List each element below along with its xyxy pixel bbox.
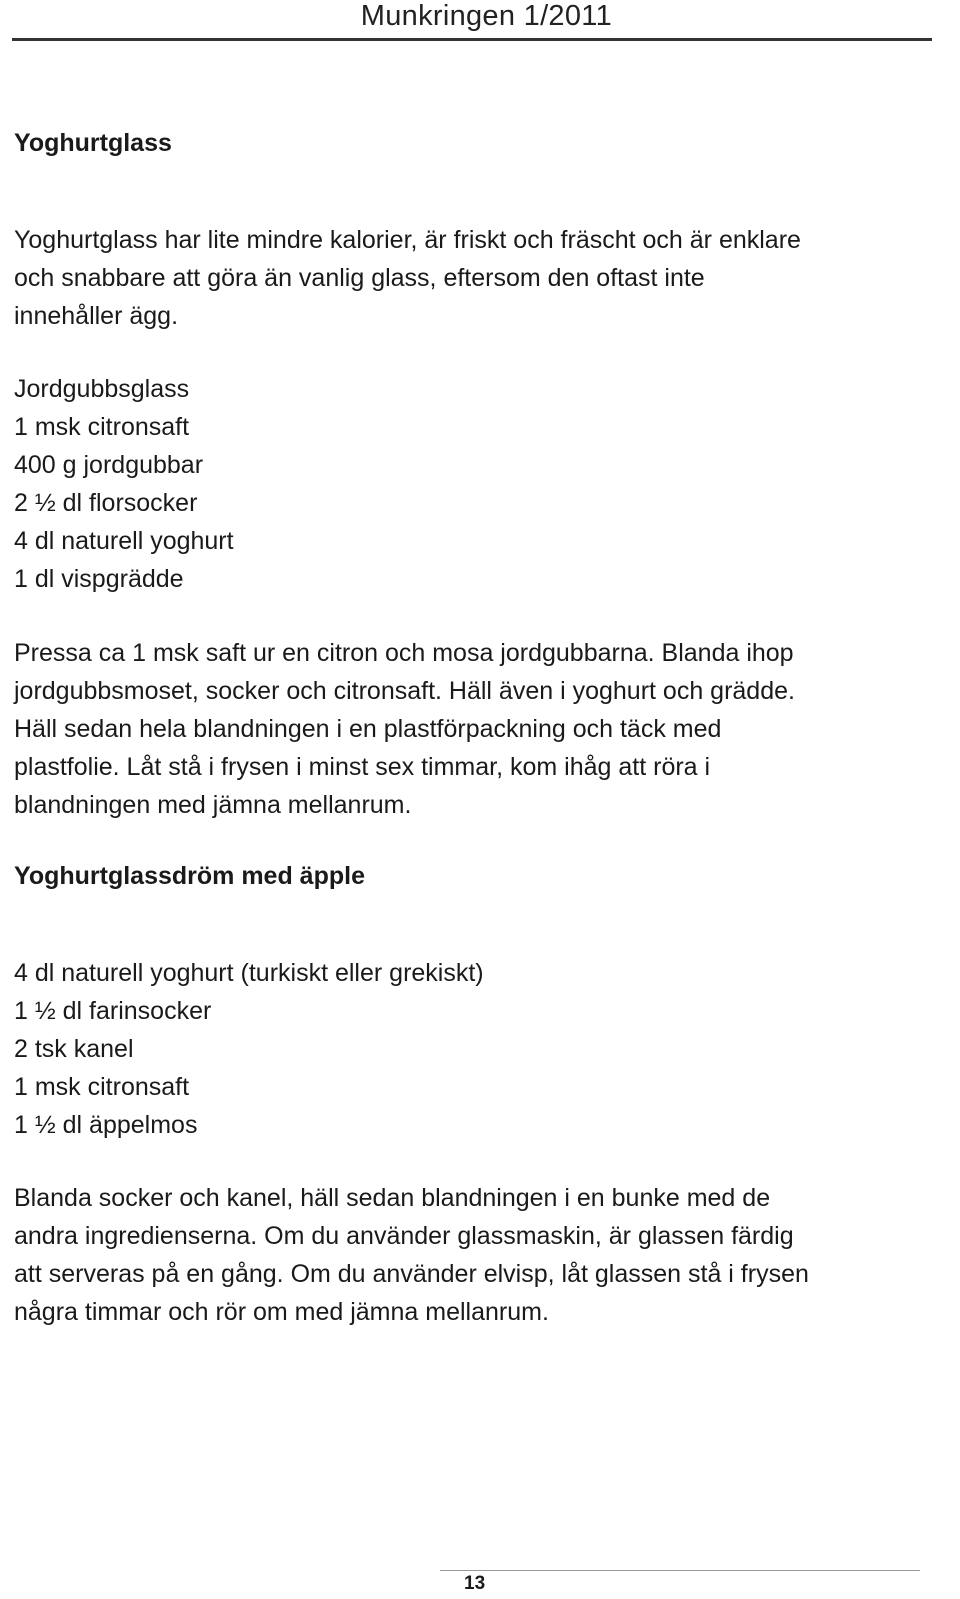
text-line: Pressa ca 1 msk saft ur en citron och mosa jordgubbarna. Blanda ihop — [14, 639, 794, 667]
ingredient-item: 400 g jordgubbar — [14, 451, 204, 479]
ingredient-item: 4 dl naturell yoghurt — [14, 527, 234, 555]
text-line: Yoghurtglass har lite mindre kalorier, är friskt och fräscht och är enklare — [14, 226, 801, 254]
footer-divider — [440, 1570, 920, 1571]
text-line: att serveras på en gång. Om du använder elvisp, låt glassen stå i frysen — [14, 1260, 809, 1288]
text-line: Blanda socker och kanel, häll sedan blandningen i en bunke med de — [14, 1184, 771, 1212]
text-line: Häll sedan hela blandningen i en plastförpackning och täck med — [14, 715, 722, 743]
text-line: några timmar och rör om med jämna mellanrum. — [14, 1298, 549, 1326]
ingredient-item: 1 msk citronsaft — [14, 1073, 190, 1101]
text-line: plastfolie. Låt stå i frysen i minst sex timmar, kom ihåg att röra i — [14, 753, 711, 781]
recipe-title: Yoghurtglass — [14, 129, 172, 157]
text-line: och snabbare att göra än vanlig glass, eftersom den oftast inte — [14, 264, 705, 292]
publication-title: Munkringen 1/2011 — [360, 0, 612, 32]
instructions-paragraph — [14, 634, 795, 824]
ingredient-item: 4 dl naturell yoghurt (turkiskt eller grekiskt) — [14, 959, 484, 987]
text-line: blandningen med jämna mellanrum. — [14, 791, 412, 819]
ingredient-list — [14, 370, 234, 598]
ingredient-item: 2 tsk kanel — [14, 1035, 134, 1063]
recipe-title: Yoghurtglassdröm med äpple — [14, 862, 365, 890]
ingredient-item: 1 ½ dl äppelmos — [14, 1111, 198, 1139]
ingredient-item: 1 dl vispgrädde — [14, 565, 184, 593]
intro-paragraph — [14, 221, 801, 335]
instructions-paragraph — [14, 1179, 809, 1331]
page-header — [0, 0, 960, 40]
text-line: jordgubbsmoset, socker och citronsaft. Häll även i yoghurt och grädde. — [14, 677, 795, 705]
ingredient-item: 1 msk citronsaft — [14, 413, 190, 441]
text-line: innehåller ägg. — [14, 302, 179, 330]
ingredient-list — [14, 954, 484, 1144]
recipe-subtitle: Jordgubbsglass — [14, 375, 190, 403]
text-line: andra ingredienserna. Om du använder glassmaskin, är glassen färdig — [14, 1222, 794, 1250]
ingredient-item: 1 ½ dl farinsocker — [14, 997, 212, 1025]
ingredient-item: 2 ½ dl florsocker — [14, 489, 198, 517]
page-number: 13 — [464, 1573, 486, 1594]
header-divider — [12, 38, 932, 41]
